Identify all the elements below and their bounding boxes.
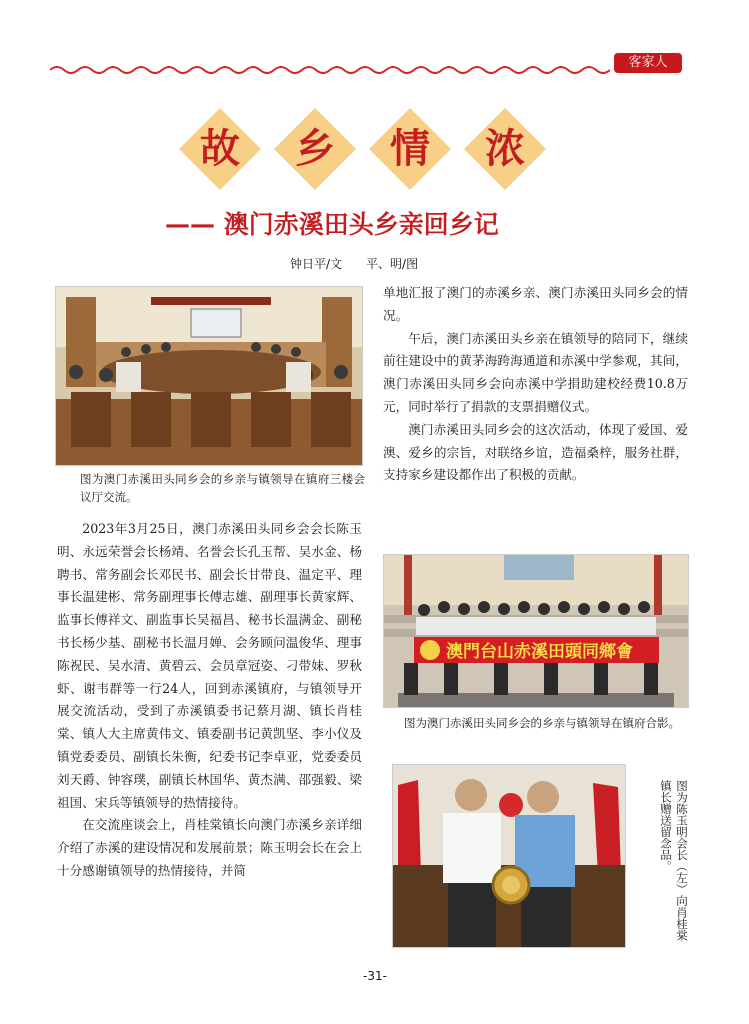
title-char-3: 情 — [390, 125, 430, 172]
gift-photo-caption: 图为陈玉明会长（左）向肖桂棠镇长赠送留念品。 — [659, 780, 689, 941]
group-photo-caption: 图为澳门赤溪田头同乡会的乡亲与镇领导在镇府合影。 — [404, 716, 680, 730]
title-char-4: 浓 — [485, 125, 525, 172]
title-char-2: 乡 — [295, 125, 335, 172]
article-byline: 钟日平/文 平、明/图 — [290, 257, 419, 271]
article-subtitle: —— 澳门赤溪田头乡亲回乡记 — [165, 210, 499, 239]
paragraph: 午后，澳门赤溪田头乡亲在镇领导的陪同下，继续前往建设中的黄茅海跨海通道和赤溪中学参观，其间，澳门赤溪田头同乡会向赤溪中学捐助建校经费10.8万元，同时举行了捐款的支票捐赠仪式。 — [383, 330, 688, 414]
paragraph: 在交流座谈会上，肖桂棠镇长向澳门赤溪乡亲详细介绍了赤溪的建设情况和发展前景；陈玉明会长在会上十分感谢镇领导的热情接待，并简 — [57, 817, 362, 878]
group-photo — [383, 554, 689, 708]
meeting-photo-caption: 图为澳门赤溪田头同乡会的乡亲与镇领导在镇府三楼会议厅交流。 — [80, 472, 365, 504]
header-wave-divider — [50, 64, 610, 76]
section-tag: 客家人 — [613, 52, 683, 74]
paragraph: 2023年3月25日，澳门赤溪田头同乡会会长陈玉明、永远荣誉会长杨靖、名誉会长孔玉帮、吴水金、杨聘书、常务副会长邓民书、副会长甘带良、温定平、理事长温建彬、常务副理事长傅志雄、副理事长黄家辉、监事长傅祥文、副监事长吴福昌、秘书长温满金、副秘书长杨少基、副秘书长温月婵、会务顾问温俊华、理事陈祝民、吴水清、黄碧云、会员章冠姿、刁带妹、罗秋虾、谢韦群等一行24人，回到赤溪镇府，与镇领导开展交流活动，受到了赤溪镇委书记蔡月湖、镇长肖桂棠、镇人大主席黄伟文、镇委副书记黄凯坚、李小仪及镇党委委员、副镇长朱衡，纪委书记李卓亚，党委委员刘天爵、钟容璞，副镇长林国华、黄杰满、邵强毅、梁祖国、宋兵等镇领导的热情接待。 — [57, 521, 362, 810]
gift-photo — [392, 764, 626, 948]
right-text-column — [383, 282, 688, 544]
meeting-photo — [55, 286, 363, 466]
page-number: -31- — [363, 969, 387, 983]
group-photo-banner: 澳門台山赤溪田頭同鄉會 — [446, 642, 633, 662]
paragraph: 单地汇报了澳门的赤溪乡亲、澳门赤溪田头同乡会的情况。 — [383, 285, 688, 323]
paragraph: 澳门赤溪田头同乡会的这次活动，体现了爱国、爱澳、爱乡的宗旨，对联络乡谊，造福桑梓，服务社群，支持家乡建设都作出了积极的贡献。 — [383, 421, 688, 483]
title-char-1: 故 — [200, 125, 240, 172]
left-text-column — [57, 518, 362, 963]
